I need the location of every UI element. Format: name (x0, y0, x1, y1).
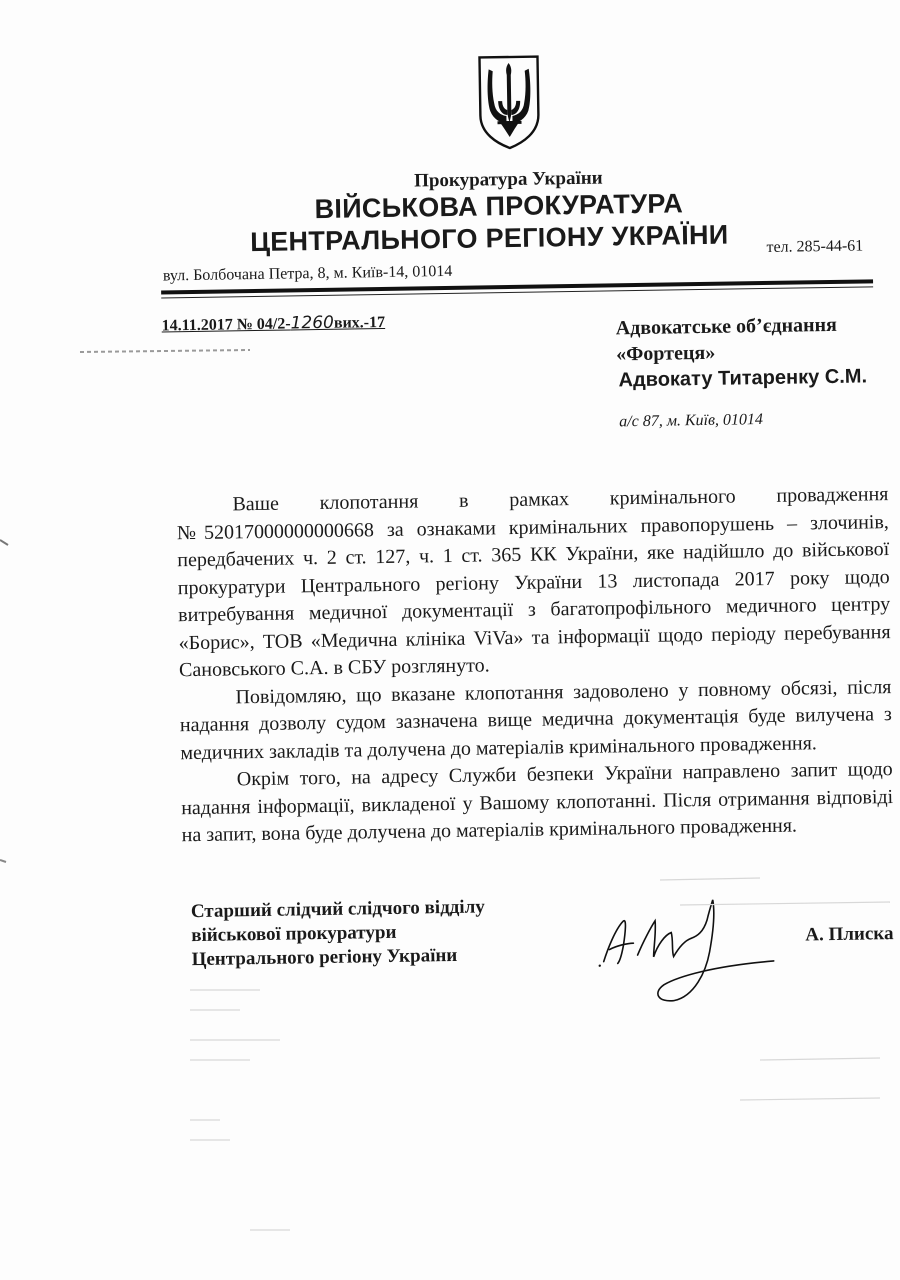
recipient-org-line2: «Фортеця» (615, 341, 716, 366)
outgoing-handwritten-number: 1260 (290, 312, 335, 334)
body-paragraph: Ваше клопотання в рамках кримінального провадження №52017000000000668 за ознаками кримінальних правопорушень – злочинів, передбачених ч. 2 ст. 127, ч. 1 ст. 365 КК України, яке надійшло до військової прокуратури Центрального регіону України 13 листопада 2017 року щодо витребування медичної документації з багатопрофільного медичного центру «Борис», ТОВ «Медична клініка ViVa» та інформації щодо періоду перебування Сановського С.А. в СБУ розглянуто. (176, 483, 891, 682)
org-phone: тел. 285-44-61 (766, 237, 864, 256)
outgoing-prefix: 14.11.2017 № 04/2- (161, 315, 291, 335)
letter-body (176, 481, 894, 850)
org-name-line2: ЦЕНТРАЛЬНОГО РЕГІОНУ УКРАЇНИ (249, 219, 729, 258)
signer-position (191, 895, 486, 972)
signer-position-line3: Центрального регіону України (191, 944, 458, 971)
outgoing-number (161, 312, 385, 336)
signer-position-line1: Старший слідчий слідчого відділу (190, 896, 485, 923)
recipient-name: Адвокату Титаренку С.М. (618, 365, 868, 392)
body-paragraph: Повідомляю, що вказане клопотання задоволено у повному обсязі, після надання дозволу судом зазначена вище медична документація буде вилучена з медичних закладів та долучена до матеріалів кримінального провадження. (179, 675, 893, 764)
org-address: вул. Болбочана Петра, 8, м. Київ-14, 01014 (162, 262, 453, 285)
org-name-line1: ВІЙСЬКОВА ПРОКУРАТУРА (314, 188, 684, 225)
outgoing-suffix: вих.-17 (333, 313, 386, 332)
signer-position-line2: військової прокуратури (191, 921, 397, 947)
handwritten-signature (593, 891, 785, 1014)
body-paragraph: Окрім того, на адресу Служби безпеки України направлено запит щодо надання інформації, викладеної у Вашому клопотанні. Після отримання відповіді на запит, вона буде долучена до матеріалів кримінального провадження. (181, 758, 894, 847)
org-name-small: Прокуратура України (413, 167, 603, 192)
recipient-org (616, 312, 838, 367)
recipient-address: а/с 87, м. Київ, 01014 (619, 411, 764, 431)
trident-emblem-icon (475, 52, 543, 151)
recipient-org-line1: Адвокатське об’єднання (615, 313, 838, 340)
signer-name: А. Плиска (805, 923, 894, 946)
